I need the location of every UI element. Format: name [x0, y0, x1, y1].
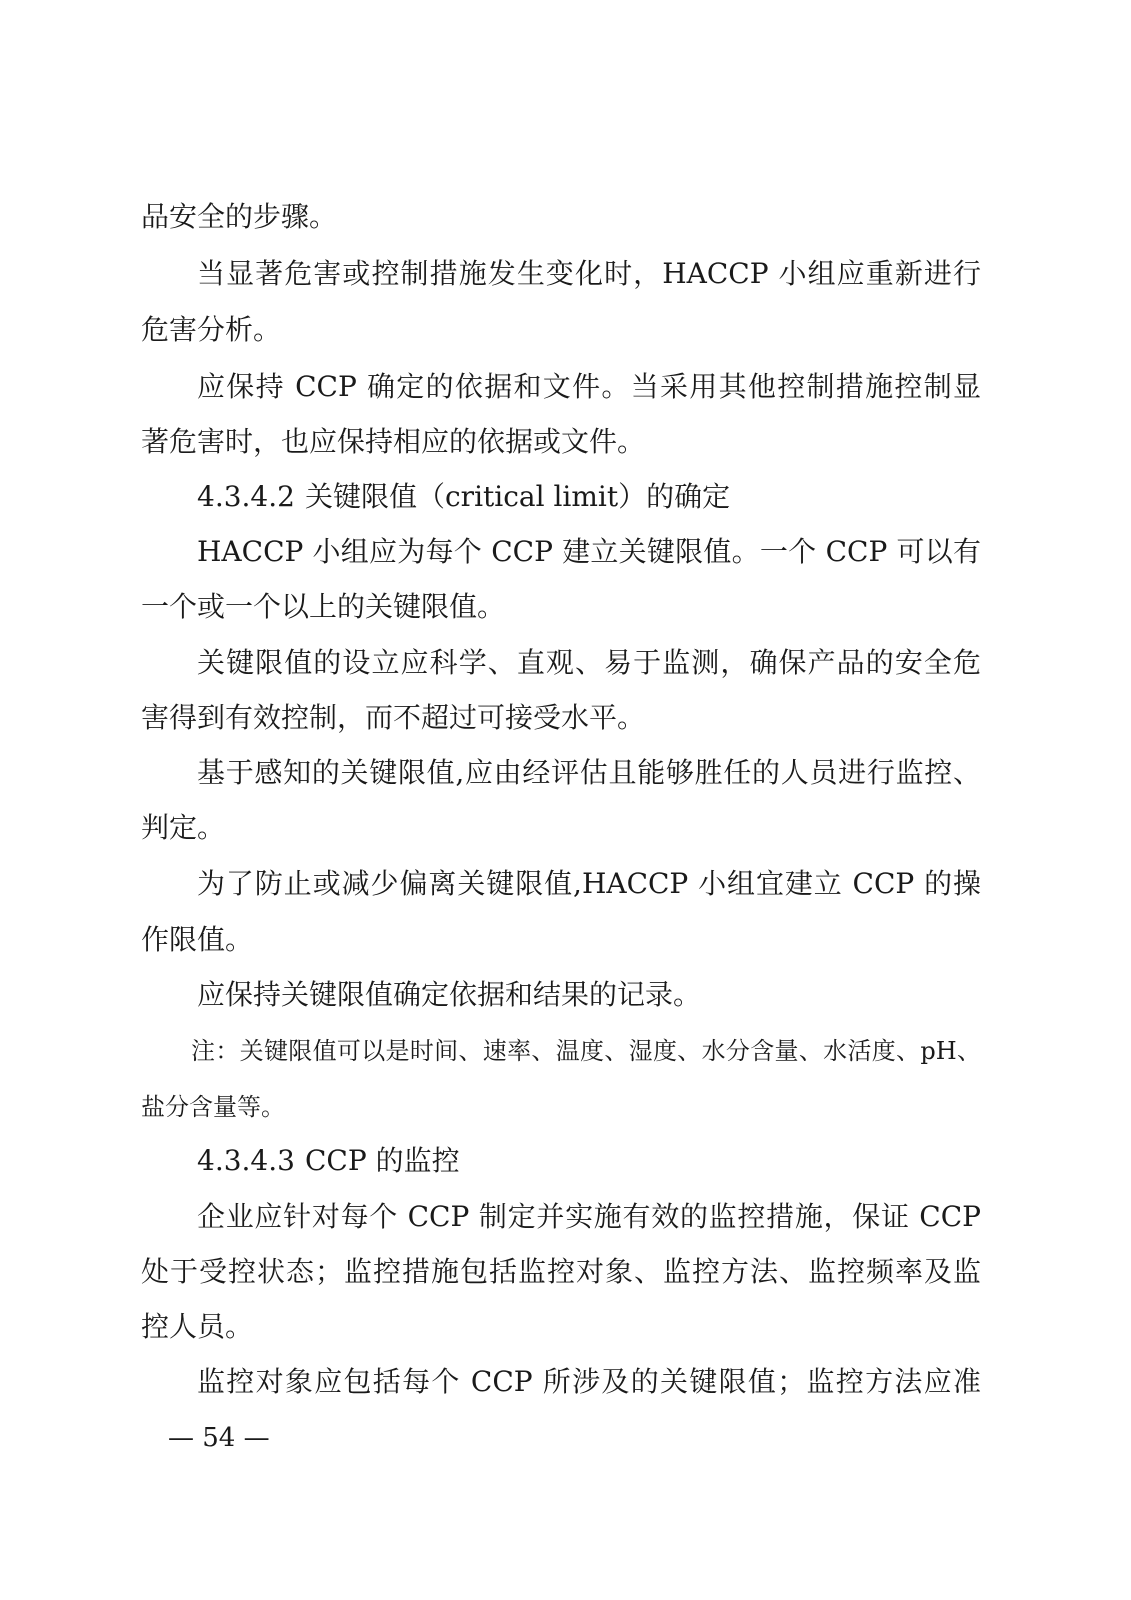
paragraph-line: 一个或一个以上的关键限值。: [141, 590, 506, 623]
section-heading-4-3-4-3: [197, 1141, 460, 1181]
paragraph-line: 应保持关键限值确定依据和结果的记录。: [197, 978, 702, 1011]
paragraph-line: HACCP 小组应为每个 CCP 建立关键限值。一个 CCP 可以有: [197, 535, 981, 568]
paragraph-line: 基于感知的关键限值,应由经评估且能够胜任的人员进行监控、: [197, 756, 981, 789]
paragraph-line: 品安全的步骤。: [141, 200, 338, 233]
section-number: 4.3.4.2: [197, 480, 295, 513]
paragraph-line: 监控对象应包括每个 CCP 所涉及的关键限值；监控方法应准: [197, 1365, 981, 1398]
note-line: 盐分含量等。: [141, 1093, 285, 1121]
page-number: — 54 —: [168, 1423, 270, 1453]
paragraph-line: 作限值。: [141, 923, 254, 956]
paragraph-line: 害得到有效控制，而不超过可接受水平。: [141, 701, 646, 734]
paragraph-line: 应保持 CCP 确定的依据和文件。当采用其他控制措施控制显: [197, 370, 981, 403]
paragraph-line: 处于受控状态；监控措施包括监控对象、监控方法、监控频率及监: [141, 1255, 981, 1288]
paragraph-line: 为了防止或减少偏离关键限值,HACCP 小组宜建立 CCP 的操: [197, 867, 981, 900]
section-title: 关键限值（critical limit）的确定: [305, 480, 731, 513]
paragraph-line: 危害分析。: [141, 313, 282, 346]
paragraph-line: 关键限值的设立应科学、直观、易于监测，确保产品的安全危: [197, 646, 981, 679]
section-heading-4-3-4-2: [197, 477, 730, 517]
note-line: 注：关键限值可以是时间、速率、温度、湿度、水分含量、水活度、pH、: [191, 1037, 981, 1065]
section-title: CCP 的监控: [305, 1144, 460, 1177]
paragraph-line: 企业应针对每个 CCP 制定并实施有效的监控措施，保证 CCP: [197, 1200, 981, 1233]
section-number: 4.3.4.3: [197, 1144, 295, 1177]
paragraph-line: 控人员。: [141, 1310, 254, 1343]
paragraph-line: 当显著危害或控制措施发生变化时，HACCP 小组应重新进行: [197, 257, 981, 290]
paragraph-line: 判定。: [141, 811, 226, 844]
paragraph-line: 著危害时，也应保持相应的依据或文件。: [141, 425, 646, 458]
